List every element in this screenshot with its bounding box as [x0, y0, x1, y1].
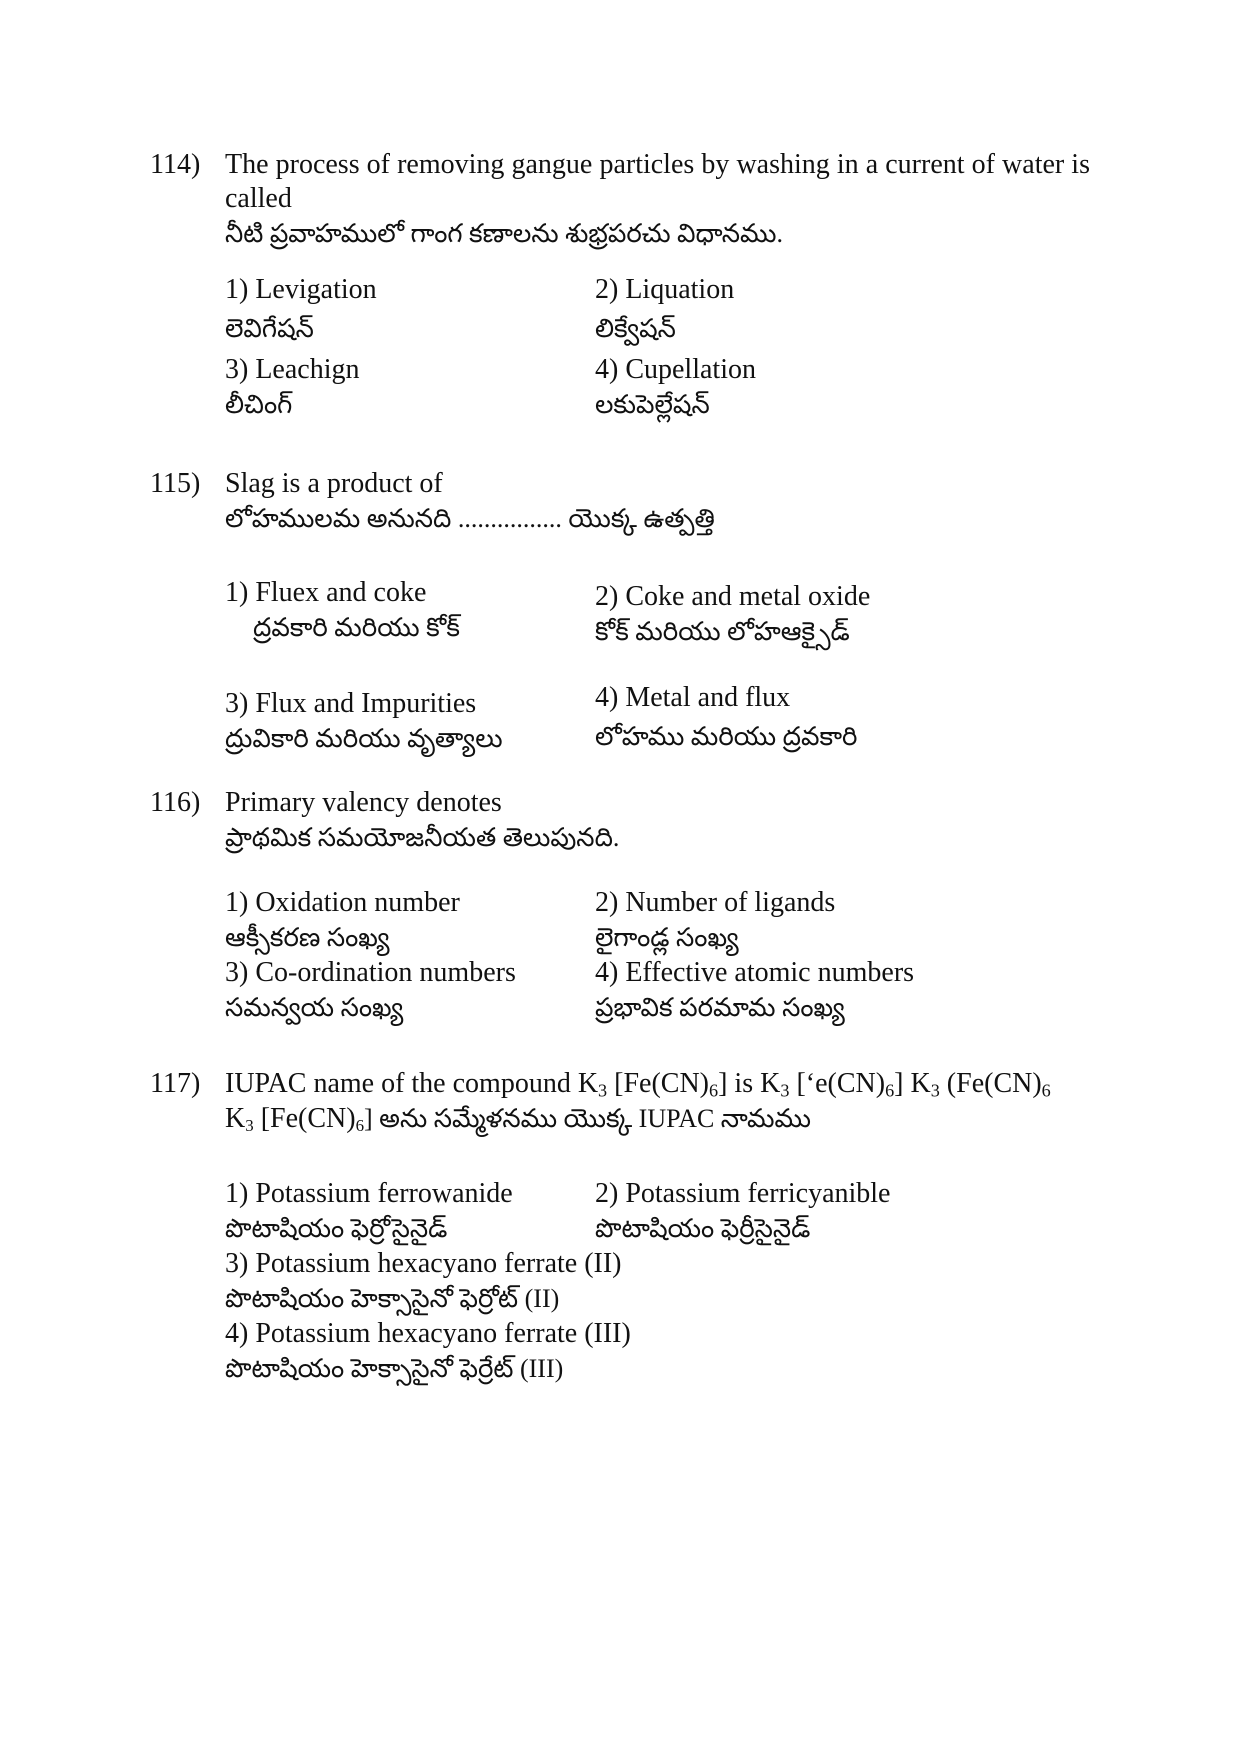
option-text-te: లకుపెల్లేషన్	[595, 390, 710, 419]
option-3[interactable]	[225, 687, 503, 757]
option-2[interactable]	[595, 580, 870, 650]
option-text-te: కోక్ మరియు లోహఆక్సైడ్	[595, 617, 850, 646]
option-text-te: ఆక్సీకరణ సంఖ్య	[225, 923, 390, 952]
option-text-te: పొటాషియం ఫెర్రీసైనైడ్	[595, 1214, 811, 1243]
option-2[interactable]	[595, 886, 835, 956]
question-number: 114)	[150, 149, 201, 180]
option-text-en: 3) Flux and Impurities	[225, 688, 477, 719]
question-text-en: Slag is a product of	[225, 468, 443, 499]
option-1[interactable]	[225, 886, 460, 956]
option-text-en: 3) Leachign	[225, 354, 360, 385]
option-text-te: లీచింగ్	[225, 390, 293, 419]
option-text-en: 3) Co-ordination numbers	[225, 957, 516, 988]
question-number: 117)	[150, 1068, 201, 1099]
question-stem	[225, 786, 1090, 856]
option-text-en: 1) Fluex and coke	[225, 577, 427, 608]
option-1[interactable]	[225, 576, 460, 646]
option-3[interactable]	[225, 353, 360, 423]
option-text-te: పొటాషియం ఫెర్రోసైనైడ్	[225, 1214, 448, 1243]
option-text-en: 1) Levigation	[225, 274, 377, 305]
option-text-te: లోహము మరియు ద్రవకారి	[595, 722, 858, 751]
question-text-en: The process of removing gangue particles by washing in a current of water is called	[225, 149, 1090, 214]
option-2[interactable]	[595, 273, 734, 347]
question-text-te: లోహములమ అనునది ................ యొక్క ఉత్పత్తి	[225, 504, 715, 533]
option-4[interactable]	[225, 1317, 631, 1387]
option-text-te: లైగాండ్ల సంఖ్య	[595, 923, 739, 952]
question-text-en: IUPAC name of the compound $K_3$ $[Fe(CN)_6]$ is $K_3$ $[‘e(CN)_6]$ $K_3$ ($Fe(CN)_6$	[225, 1068, 1051, 1101]
option-text-en: 2) Potassium ferricyanible	[595, 1178, 891, 1209]
option-4[interactable]	[595, 956, 914, 1026]
question-number: 115)	[150, 468, 201, 499]
option-text-te: సమన్వయ సంఖ్య	[225, 993, 404, 1022]
question-text-te: ప్రాథమిక సమయోజనీయత తెలుపునది.	[225, 823, 620, 852]
option-text-te: పొటాషియం హెక్సాసైనో ఫెర్రోట్ (II)	[225, 1284, 560, 1313]
question-text-te: నీటి ప్రవాహములో గాంగ కణాలను శుభ్రపరచు విధానము.	[225, 219, 784, 248]
question-stem	[225, 148, 1090, 252]
option-1[interactable]	[225, 273, 377, 347]
option-text-en: 2) Coke and metal oxide	[595, 581, 871, 612]
question-stem	[225, 1067, 1090, 1137]
question-text-te: $K_3$ $[Fe(CN)_6]$ అను సమ్మేళనము యొక్క IUPAC నామము	[225, 1103, 812, 1136]
option-2[interactable]	[595, 1177, 890, 1247]
option-text-te: ప్రభావిక పరమామ సంఖ్య	[595, 993, 845, 1022]
option-text-en: 3) Potassium hexacyano ferrate (II)	[225, 1248, 622, 1279]
option-text-en: 4) Metal and flux	[595, 682, 791, 713]
option-text-en: 4) Potassium hexacyano ferrate (III)	[225, 1318, 631, 1349]
option-text-te: ద్రువికారి మరియు వృత్యాలు	[225, 724, 503, 753]
option-1[interactable]	[225, 1177, 513, 1247]
question-stem	[225, 467, 1090, 537]
option-text-en: 4) Effective atomic numbers	[595, 957, 915, 988]
option-text-te: లిక్వేషన్	[595, 314, 676, 343]
option-text-te: లెవిగేషన్	[225, 314, 314, 343]
option-text-te: ద్రవకారి మరియు కోక్	[253, 613, 460, 642]
question-number: 116)	[150, 787, 201, 818]
question-text-en: Primary valency denotes	[225, 787, 502, 818]
option-text-en: 2) Number of ligands	[595, 887, 836, 918]
option-text-en: 4) Cupellation	[595, 354, 756, 385]
option-text-en: 1) Oxidation number	[225, 887, 460, 918]
option-3[interactable]	[225, 1247, 622, 1317]
option-3[interactable]	[225, 956, 516, 1026]
option-text-en: 1) Potassium ferrowanide	[225, 1178, 513, 1209]
option-4[interactable]	[595, 353, 756, 423]
option-text-en: 2) Liquation	[595, 274, 735, 305]
option-4[interactable]	[595, 681, 857, 755]
option-text-te: పొటాషియం హెక్సాసైనో ఫెర్రేట్ (III)	[225, 1354, 564, 1383]
